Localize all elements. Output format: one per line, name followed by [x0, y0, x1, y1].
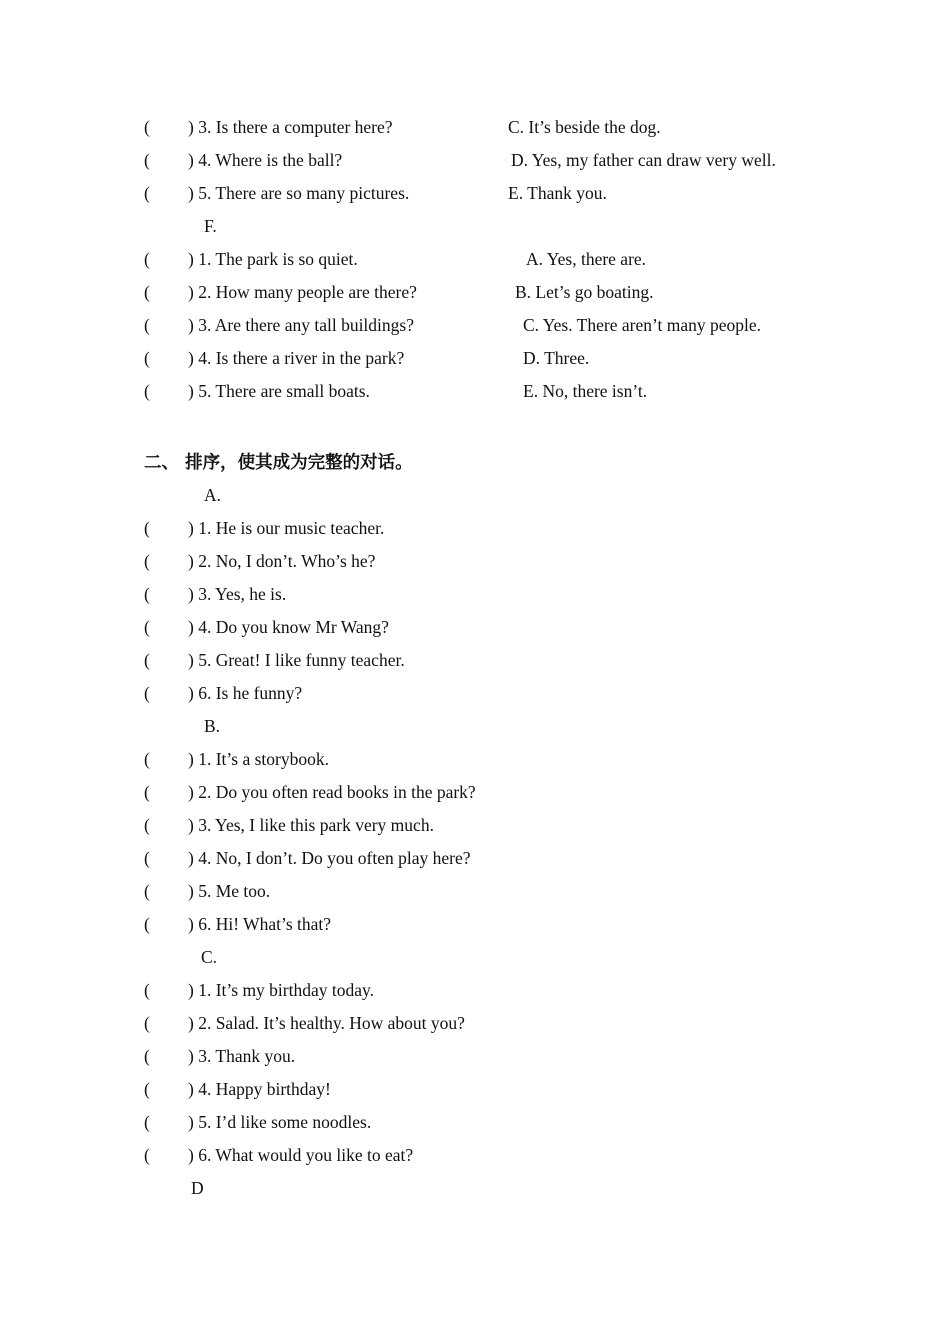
question-text: ) 3. Is there a computer here?	[188, 117, 393, 137]
answer-blank: (	[144, 650, 150, 670]
group-label-row	[0, 947, 950, 980]
matching-row	[0, 183, 950, 216]
question-text: ) 3. Are there any tall buildings?	[188, 315, 414, 335]
ordering-row	[0, 881, 950, 914]
ordering-row	[0, 650, 950, 683]
answer-blank: (	[144, 1112, 150, 1132]
answer-blank: (	[144, 782, 150, 802]
answer-blank: (	[144, 1046, 150, 1066]
dialogue-line: ) 6. Is he funny?	[188, 683, 303, 703]
answer-option: A. Yes, there are.	[526, 249, 647, 269]
matching-row	[0, 150, 950, 183]
question-text: ) 4. Where is the ball?	[188, 150, 343, 170]
group-label: B.	[204, 716, 221, 736]
answer-blank: (	[144, 315, 150, 335]
ordering-row	[0, 1046, 950, 1079]
dialogue-line: ) 3. Thank you.	[188, 1046, 296, 1066]
dialogue-line: ) 5. I’d like some noodles.	[188, 1112, 372, 1132]
answer-option: E. Thank you.	[508, 183, 607, 203]
ordering-row	[0, 749, 950, 782]
dialogue-line: ) 4. Do you know Mr Wang?	[188, 617, 389, 637]
group-label-row	[0, 716, 950, 749]
answer-blank: (	[144, 1145, 150, 1165]
answer-blank: (	[144, 1079, 150, 1099]
answer-option: C. It’s beside the dog.	[508, 117, 661, 137]
ordering-row	[0, 518, 950, 551]
question-text: ) 5. There are so many pictures.	[188, 183, 410, 203]
dialogue-line: ) 4. Happy birthday!	[188, 1079, 331, 1099]
answer-blank: (	[144, 749, 150, 769]
answer-blank: (	[144, 282, 150, 302]
dialogue-line: ) 4. No, I don’t. Do you often play here?	[188, 848, 471, 868]
matching-row	[0, 315, 950, 348]
ordering-row	[0, 848, 950, 881]
dialogue-line: ) 6. Hi! What’s that?	[188, 914, 332, 934]
ordering-row	[0, 815, 950, 848]
group-label-row	[0, 216, 950, 249]
answer-blank: (	[144, 249, 150, 269]
answer-blank: (	[144, 914, 150, 934]
group-label: C.	[201, 947, 218, 967]
ordering-row	[0, 617, 950, 650]
ordering-row	[0, 782, 950, 815]
dialogue-line: ) 3. Yes, I like this park very much.	[188, 815, 434, 835]
question-text: ) 2. How many people are there?	[188, 282, 417, 302]
answer-option: C. Yes. There aren’t many people.	[523, 315, 761, 335]
ordering-row	[0, 914, 950, 947]
matching-row	[0, 348, 950, 381]
dialogue-line: ) 6. What would you like to eat?	[188, 1145, 414, 1165]
group-label-row	[0, 1178, 950, 1211]
section-title: 二、 排序，使其成为完整的对话。	[144, 453, 413, 473]
answer-blank: (	[144, 683, 150, 703]
matching-row	[0, 249, 950, 282]
answer-option: E. No, there isn’t.	[523, 381, 648, 401]
answer-blank: (	[144, 815, 150, 835]
answer-blank: (	[144, 848, 150, 868]
question-text: ) 1. The park is so quiet.	[188, 249, 358, 269]
dialogue-line: ) 1. It’s my birthday today.	[188, 980, 374, 1000]
dialogue-line: ) 5. Great! I like funny teacher.	[188, 650, 405, 670]
question-text: ) 4. Is there a river in the park?	[188, 348, 405, 368]
ordering-row	[0, 1145, 950, 1178]
answer-blank: (	[144, 881, 150, 901]
dialogue-line: ) 2. Salad. It’s healthy. How about you?	[188, 1013, 465, 1033]
dialogue-line: ) 5. Me too.	[188, 881, 271, 901]
answer-blank: (	[144, 381, 150, 401]
answer-blank: (	[144, 117, 150, 137]
matching-row	[0, 117, 950, 150]
group-label: A.	[204, 485, 222, 505]
ordering-row	[0, 584, 950, 617]
matching-row	[0, 282, 950, 315]
answer-blank: (	[144, 518, 150, 538]
ordering-row	[0, 1079, 950, 1112]
question-text: ) 5. There are small boats.	[188, 381, 370, 401]
dialogue-line: ) 2. Do you often read books in the park?	[188, 782, 476, 802]
answer-blank: (	[144, 980, 150, 1000]
dialogue-line: ) 1. It’s a storybook.	[188, 749, 329, 769]
ordering-row	[0, 683, 950, 716]
ordering-row	[0, 1112, 950, 1145]
answer-option: D. Three.	[523, 348, 590, 368]
answer-option: D. Yes, my father can draw very well.	[511, 150, 776, 170]
dialogue-line: ) 1. He is our music teacher.	[188, 518, 385, 538]
group-label: F.	[204, 216, 217, 236]
group-label: D	[191, 1178, 204, 1198]
matching-row	[0, 381, 950, 414]
answer-blank: (	[144, 1013, 150, 1033]
answer-blank: (	[144, 183, 150, 203]
answer-blank: (	[144, 150, 150, 170]
answer-option: B. Let’s go boating.	[515, 282, 654, 302]
dialogue-line: ) 3. Yes, he is.	[188, 584, 287, 604]
answer-blank: (	[144, 551, 150, 571]
group-label-row	[0, 485, 950, 518]
ordering-row	[0, 1013, 950, 1046]
answer-blank: (	[144, 617, 150, 637]
answer-blank: (	[144, 348, 150, 368]
ordering-row	[0, 980, 950, 1013]
dialogue-line: ) 2. No, I don’t. Who’s he?	[188, 551, 376, 571]
ordering-row	[0, 551, 950, 584]
answer-blank: (	[144, 584, 150, 604]
